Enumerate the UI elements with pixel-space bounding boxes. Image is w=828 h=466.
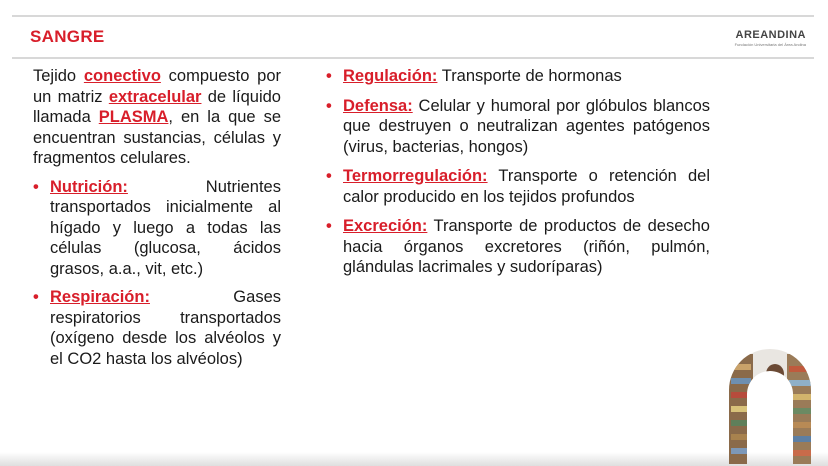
page-title: SANGRE [30, 27, 105, 46]
desc-nutricion: Nutrientes transportados inicialmente al hígado y luego a todas las células (glucosa, ácidos grasos, a.a., vit, etc.) [50, 177, 281, 278]
bullet-icon: • [326, 167, 332, 185]
areandina-logo [735, 29, 806, 47]
slide-header [12, 15, 814, 59]
bullet-icon: • [33, 177, 39, 196]
bullet-icon: • [326, 67, 332, 85]
term-excrecion: Excreción: [343, 217, 428, 235]
list-item-nutricion [33, 177, 281, 280]
library-arch-photo [723, 344, 817, 464]
desc-defensa: Celular y humoral por glóbulos blancos que destruyen o neutralizan agentes patógenos (virus, bacterias, hongos) [343, 96, 710, 156]
term-nutricion: Nutrición: [50, 177, 128, 196]
keyword-extracelular: extracelular [108, 87, 202, 106]
list-item-termorregulacion [326, 166, 710, 207]
desc-termorregulacion: Transporte o retención del calor producido en los tejidos profundos [343, 167, 710, 206]
term-termorregulacion: Termorregulación: [343, 167, 488, 185]
desc-regulacion: Transporte de hormonas [437, 67, 622, 85]
desc-excrecion: Transporte de productos de desecho hacia órganos excretores (riñón, pulmón, glándulas lacrimales y sudoríparas) [343, 217, 710, 276]
right-bullet-list [326, 66, 710, 278]
bottom-shadow [0, 452, 828, 466]
list-item-respiracion [33, 287, 281, 369]
intro-text-1: Tejido [33, 67, 84, 85]
intro-text-2: compuesto por un matriz [33, 67, 281, 106]
list-item-defensa [326, 96, 710, 158]
keyword-plasma: PLASMA [98, 108, 169, 126]
bullet-icon: • [326, 217, 332, 235]
term-respiracion: Respiración: [50, 288, 150, 306]
keyword-conectivo: conectivo [83, 67, 161, 85]
term-defensa: Defensa: [343, 96, 413, 115]
right-column [326, 66, 710, 287]
left-column [33, 66, 281, 369]
list-item-regulacion [326, 66, 710, 87]
logo-subtitle: Fundación Universitaria del Área Andina [734, 42, 806, 47]
desc-respiracion: Gases respiratorios transportados (oxígeno desde los alvéolos y el CO2 hasta los alvéolos) [50, 288, 281, 368]
list-item-excrecion [326, 216, 710, 278]
bullet-icon: • [326, 96, 332, 115]
left-bullet-list [33, 177, 281, 370]
intro-text-4: , en la que se encuentran sustancias, células y fragmentos celulares. [33, 108, 281, 167]
intro-text-3: de líquido llamada [33, 87, 281, 126]
term-regulacion: Regulación: [343, 67, 438, 85]
intro-paragraph [33, 66, 281, 169]
bullet-icon: • [33, 288, 39, 306]
logo-name: AREANDINA [735, 29, 806, 41]
